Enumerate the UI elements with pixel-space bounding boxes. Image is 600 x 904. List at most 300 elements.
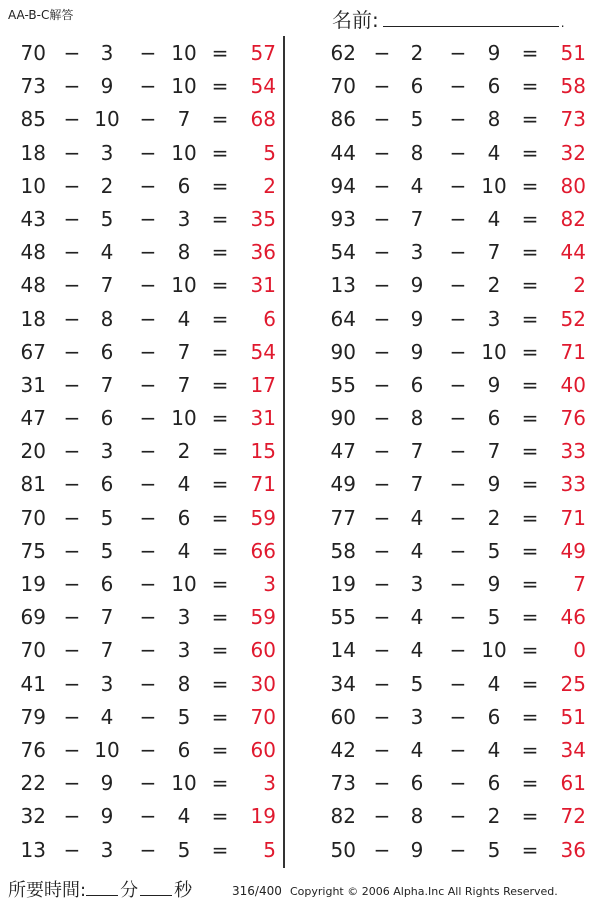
minus-sign: − [63, 837, 81, 862]
problem-row [0, 235, 280, 268]
equals-sign: = [211, 372, 229, 397]
minus-sign: − [373, 206, 391, 231]
minus-sign: − [63, 439, 81, 464]
problem-row [0, 833, 280, 866]
problem-row [310, 302, 590, 335]
subtrahend-1: 9 [410, 273, 424, 298]
problem-row [310, 368, 590, 401]
minus-sign: − [63, 472, 81, 497]
subtrahend-2: 7 [487, 439, 501, 464]
minus-sign: − [139, 671, 157, 696]
subtrahend-1: 9 [100, 74, 114, 99]
minus-sign: − [449, 372, 467, 397]
equals-sign: = [521, 406, 539, 431]
minus-sign: − [139, 306, 157, 331]
problem-row [0, 36, 280, 69]
minuend: 32 [20, 804, 46, 829]
subtrahend-2: 6 [487, 704, 501, 729]
equals-sign: = [211, 140, 229, 165]
subtrahend-2: 3 [177, 605, 191, 630]
subtrahend-2: 6 [487, 406, 501, 431]
minus-sign: − [139, 439, 157, 464]
subtrahend-2: 9 [487, 572, 501, 596]
subtrahend-1: 3 [100, 439, 114, 464]
minus-sign: − [373, 306, 391, 331]
minus-sign: − [449, 605, 467, 630]
subtrahend-1: 8 [410, 406, 424, 431]
equals-sign: = [211, 306, 229, 331]
subtrahend-1: 5 [410, 107, 424, 132]
minus-sign: − [139, 41, 157, 65]
subtrahend-2: 7 [177, 339, 191, 364]
answer: 80 [560, 173, 586, 198]
minus-sign: − [373, 771, 391, 796]
subtrahend-2: 6 [487, 771, 501, 796]
answer: 58 [560, 74, 586, 99]
problem-row [0, 169, 280, 202]
problem-row [310, 169, 590, 202]
subtrahend-2: 10 [481, 638, 507, 663]
answer: 5 [263, 140, 276, 165]
minus-sign: − [139, 74, 157, 99]
minuend: 47 [330, 439, 356, 464]
minus-sign: − [449, 273, 467, 298]
minus-sign: − [449, 472, 467, 497]
minuend: 70 [20, 41, 46, 65]
subtrahend-2: 4 [177, 538, 191, 563]
equals-sign: = [521, 804, 539, 829]
problem-row [310, 467, 590, 500]
problem-row [0, 667, 280, 700]
subtrahend-1: 6 [410, 372, 424, 397]
minus-sign: − [139, 771, 157, 796]
problem-row [0, 335, 280, 368]
answer: 17 [250, 372, 276, 397]
problem-row [310, 501, 590, 534]
answer: 73 [560, 107, 586, 132]
subtrahend-1: 5 [100, 206, 114, 231]
minus-sign: − [449, 339, 467, 364]
minuend: 18 [20, 306, 46, 331]
subtrahend-1: 4 [410, 505, 424, 530]
equals-sign: = [211, 173, 229, 198]
equals-sign: = [211, 704, 229, 729]
minus-sign: − [63, 107, 81, 132]
answer: 52 [560, 306, 586, 331]
minus-sign: − [63, 538, 81, 563]
minus-sign: − [449, 107, 467, 132]
problem-row [0, 368, 280, 401]
subtrahend-1: 3 [100, 837, 114, 862]
minuend: 48 [20, 240, 46, 265]
problem-row [0, 700, 280, 733]
equals-sign: = [521, 339, 539, 364]
minus-sign: − [373, 41, 391, 65]
answer: 60 [250, 638, 276, 663]
minuend: 48 [20, 273, 46, 298]
answer: 2 [573, 273, 586, 298]
answer: 59 [250, 605, 276, 630]
minutes-unit: 分 [120, 880, 139, 901]
minuend: 60 [330, 704, 356, 729]
subtrahend-2: 9 [487, 472, 501, 497]
minus-sign: − [449, 240, 467, 265]
equals-sign: = [211, 439, 229, 464]
minuend: 69 [20, 605, 46, 630]
minuend: 90 [330, 339, 356, 364]
problem-row [310, 700, 590, 733]
minus-sign: − [373, 240, 391, 265]
subtrahend-2: 10 [171, 406, 197, 431]
minus-sign: − [139, 406, 157, 431]
minuend: 79 [20, 704, 46, 729]
minus-sign: − [63, 273, 81, 298]
problem-row [0, 434, 280, 467]
minus-sign: − [139, 704, 157, 729]
subtrahend-2: 2 [177, 439, 191, 464]
answer: 57 [250, 41, 276, 65]
problem-row [0, 467, 280, 500]
problem-row [310, 235, 590, 268]
minus-sign: − [63, 372, 81, 397]
answer: 46 [560, 605, 586, 630]
answer: 49 [560, 538, 586, 563]
equals-sign: = [521, 638, 539, 663]
problem-row [310, 799, 590, 832]
problem-row [310, 766, 590, 799]
answer: 61 [560, 771, 586, 796]
minuend: 19 [20, 572, 46, 596]
subtrahend-1: 2 [100, 173, 114, 198]
minus-sign: − [373, 107, 391, 132]
minus-sign: − [63, 240, 81, 265]
subtrahend-2: 6 [487, 74, 501, 99]
equals-sign: = [521, 107, 539, 132]
minuend: 31 [20, 372, 46, 397]
minus-sign: − [139, 804, 157, 829]
minuend: 54 [330, 240, 356, 265]
answer: 51 [560, 41, 586, 65]
minuend: 22 [20, 771, 46, 796]
subtrahend-2: 6 [177, 173, 191, 198]
answer: 6 [263, 306, 276, 331]
minuend: 70 [330, 74, 356, 99]
equals-sign: = [521, 472, 539, 497]
minuend: 67 [20, 339, 46, 364]
name-dot: . [560, 16, 565, 30]
subtrahend-1: 3 [410, 240, 424, 265]
minus-sign: − [449, 206, 467, 231]
minuend: 76 [20, 737, 46, 762]
minus-sign: − [449, 173, 467, 198]
subtrahend-1: 3 [100, 140, 114, 165]
time-label: 所要時間: [8, 880, 87, 901]
equals-sign: = [211, 638, 229, 663]
minus-sign: − [449, 306, 467, 331]
subtrahend-1: 10 [94, 737, 120, 762]
name-label: 名前: [332, 8, 379, 32]
minus-sign: − [449, 572, 467, 596]
equals-sign: = [521, 372, 539, 397]
subtrahend-2: 4 [487, 737, 501, 762]
minuend: 44 [330, 140, 356, 165]
minus-sign: − [139, 140, 157, 165]
equals-sign: = [211, 737, 229, 762]
minus-sign: − [449, 41, 467, 65]
equals-sign: = [211, 837, 229, 862]
subtrahend-1: 4 [410, 173, 424, 198]
subtrahend-2: 4 [487, 206, 501, 231]
minuend: 81 [20, 472, 46, 497]
minus-sign: − [63, 737, 81, 762]
minus-sign: − [139, 372, 157, 397]
equals-sign: = [521, 671, 539, 696]
equals-sign: = [211, 240, 229, 265]
problem-column-right [310, 36, 590, 866]
minus-sign: − [449, 837, 467, 862]
problem-row [0, 302, 280, 335]
subtrahend-1: 5 [100, 505, 114, 530]
equals-sign: = [211, 339, 229, 364]
minus-sign: − [139, 273, 157, 298]
answer: 54 [250, 339, 276, 364]
minuend: 90 [330, 406, 356, 431]
subtrahend-1: 10 [94, 107, 120, 132]
minuend: 73 [20, 74, 46, 99]
minuend: 43 [20, 206, 46, 231]
minus-sign: − [449, 505, 467, 530]
seconds-unit: 秒 [174, 880, 193, 901]
minus-sign: − [373, 372, 391, 397]
answer: 33 [560, 439, 586, 464]
minus-sign: − [139, 737, 157, 762]
subtrahend-1: 3 [100, 671, 114, 696]
minuend: 19 [330, 572, 356, 596]
subtrahend-1: 9 [410, 306, 424, 331]
answer: 3 [263, 771, 276, 796]
minuend: 86 [330, 107, 356, 132]
subtrahend-2: 2 [487, 273, 501, 298]
minus-sign: − [373, 572, 391, 596]
subtrahend-1: 7 [410, 439, 424, 464]
subtrahend-1: 4 [410, 638, 424, 663]
equals-sign: = [211, 206, 229, 231]
subtrahend-2: 6 [177, 737, 191, 762]
minus-sign: − [139, 206, 157, 231]
subtrahend-2: 2 [487, 505, 501, 530]
equals-sign: = [521, 505, 539, 530]
subtrahend-1: 3 [410, 572, 424, 596]
minus-sign: − [139, 538, 157, 563]
seconds-blank[interactable] [140, 877, 172, 896]
minutes-blank[interactable] [86, 877, 118, 896]
subtrahend-1: 8 [410, 140, 424, 165]
minus-sign: − [373, 538, 391, 563]
minus-sign: − [373, 439, 391, 464]
problem-row [310, 102, 590, 135]
minus-sign: − [373, 804, 391, 829]
subtrahend-2: 8 [487, 107, 501, 132]
subtrahend-1: 6 [100, 339, 114, 364]
equals-sign: = [521, 737, 539, 762]
minus-sign: − [63, 140, 81, 165]
problem-row [310, 36, 590, 69]
minus-sign: − [449, 671, 467, 696]
equals-sign: = [211, 472, 229, 497]
subtrahend-1: 3 [100, 41, 114, 65]
equals-sign: = [521, 206, 539, 231]
minus-sign: − [373, 273, 391, 298]
minus-sign: − [63, 771, 81, 796]
answer: 76 [560, 406, 586, 431]
minus-sign: − [63, 605, 81, 630]
minus-sign: − [63, 505, 81, 530]
equals-sign: = [521, 74, 539, 99]
copyright: Copyright © 2006 Alpha.Inc All Rights Reserved. [290, 885, 558, 898]
answer: 36 [560, 837, 586, 862]
problem-row [310, 833, 590, 866]
subtrahend-2: 7 [177, 107, 191, 132]
equals-sign: = [521, 439, 539, 464]
subtrahend-1: 9 [410, 837, 424, 862]
minus-sign: − [63, 306, 81, 331]
minuend: 77 [330, 505, 356, 530]
problem-row [310, 335, 590, 368]
subtrahend-1: 7 [100, 638, 114, 663]
subtrahend-2: 4 [487, 140, 501, 165]
answer: 34 [560, 737, 586, 762]
equals-sign: = [211, 804, 229, 829]
equals-sign: = [521, 306, 539, 331]
minus-sign: − [139, 173, 157, 198]
minus-sign: − [449, 439, 467, 464]
subtrahend-2: 5 [177, 704, 191, 729]
subtrahend-2: 5 [487, 538, 501, 563]
subtrahend-1: 4 [100, 240, 114, 265]
minuend: 70 [20, 638, 46, 663]
minuend: 10 [20, 173, 46, 198]
subtrahend-1: 7 [100, 605, 114, 630]
subtrahend-2: 10 [171, 572, 197, 596]
minuend: 55 [330, 372, 356, 397]
subtrahend-1: 7 [100, 273, 114, 298]
minuend: 13 [20, 837, 46, 862]
subtrahend-1: 6 [100, 572, 114, 596]
equals-sign: = [521, 538, 539, 563]
subtrahend-2: 9 [487, 372, 501, 397]
subtrahend-2: 5 [487, 837, 501, 862]
answer: 44 [560, 240, 586, 265]
subtrahend-1: 4 [410, 538, 424, 563]
minuend: 13 [330, 273, 356, 298]
minuend: 47 [20, 406, 46, 431]
minuend: 55 [330, 605, 356, 630]
answer: 33 [560, 472, 586, 497]
problem-row [0, 534, 280, 567]
minus-sign: − [63, 638, 81, 663]
equals-sign: = [521, 771, 539, 796]
problem-row [310, 434, 590, 467]
answer: 51 [560, 704, 586, 729]
problem-row [310, 567, 590, 600]
answer: 71 [250, 472, 276, 497]
subtrahend-2: 6 [177, 505, 191, 530]
equals-sign: = [211, 74, 229, 99]
problem-row [310, 69, 590, 102]
name-blank[interactable] [383, 8, 559, 27]
subtrahend-2: 3 [177, 206, 191, 231]
minus-sign: − [63, 704, 81, 729]
answer: 82 [560, 206, 586, 231]
minus-sign: − [63, 671, 81, 696]
problem-row [310, 534, 590, 567]
answer: 35 [250, 206, 276, 231]
problem-row [310, 733, 590, 766]
subtrahend-2: 9 [487, 41, 501, 65]
minuend: 50 [330, 837, 356, 862]
subtrahend-1: 9 [100, 804, 114, 829]
subtrahend-2: 7 [487, 240, 501, 265]
minus-sign: − [449, 538, 467, 563]
subtrahend-2: 7 [177, 372, 191, 397]
problem-row [0, 102, 280, 135]
minus-sign: − [373, 472, 391, 497]
minus-sign: − [139, 339, 157, 364]
problem-row [0, 733, 280, 766]
problem-row [0, 799, 280, 832]
subtrahend-2: 4 [177, 306, 191, 331]
subtrahend-2: 2 [487, 804, 501, 829]
minuend: 41 [20, 671, 46, 696]
answer: 70 [250, 704, 276, 729]
subtrahend-1: 8 [100, 306, 114, 331]
minuend: 42 [330, 737, 356, 762]
minus-sign: − [63, 804, 81, 829]
minuend: 82 [330, 804, 356, 829]
page-number: 316/400 [232, 884, 282, 898]
minuend: 73 [330, 771, 356, 796]
subtrahend-1: 9 [100, 771, 114, 796]
footer [8, 876, 594, 902]
subtrahend-2: 10 [171, 771, 197, 796]
subtrahend-2: 3 [177, 638, 191, 663]
minus-sign: − [373, 605, 391, 630]
answer: 72 [560, 804, 586, 829]
minus-sign: − [63, 572, 81, 596]
problem-row [0, 501, 280, 534]
minus-sign: − [63, 339, 81, 364]
answer: 71 [560, 339, 586, 364]
minuend: 93 [330, 206, 356, 231]
minus-sign: − [139, 638, 157, 663]
answer: 40 [560, 372, 586, 397]
minus-sign: − [63, 173, 81, 198]
equals-sign: = [521, 140, 539, 165]
equals-sign: = [211, 505, 229, 530]
answer: 54 [250, 74, 276, 99]
subtrahend-2: 5 [487, 605, 501, 630]
minus-sign: − [139, 107, 157, 132]
answer: 60 [250, 737, 276, 762]
answer: 19 [250, 804, 276, 829]
minus-sign: − [139, 837, 157, 862]
equals-sign: = [521, 605, 539, 630]
problem-row [310, 136, 590, 169]
equals-sign: = [521, 273, 539, 298]
minus-sign: − [449, 638, 467, 663]
subtrahend-2: 3 [487, 306, 501, 331]
subtrahend-2: 10 [481, 173, 507, 198]
